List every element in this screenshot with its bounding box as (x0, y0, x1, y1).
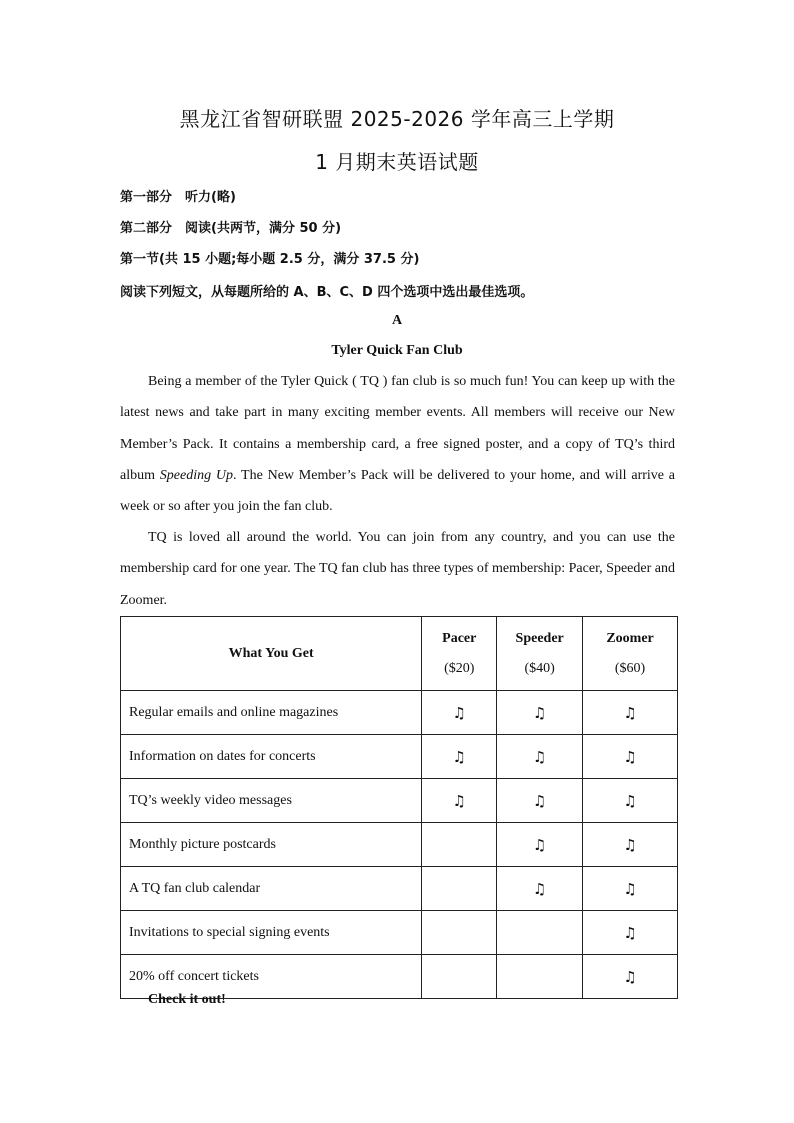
tier-price: ($20) (444, 660, 475, 676)
exam-title-line2: 1 月期末英语试题 (315, 150, 479, 174)
music-note-icon: ♫ (497, 867, 583, 911)
feature-cell: Regular emails and online magazines (121, 691, 422, 735)
membership-table (120, 616, 678, 999)
exam-title-line1: 黑龙江省智研联盟 2025-2026 学年高三上学期 (179, 107, 615, 131)
music-note-icon: ♫ (583, 823, 678, 867)
tier-name: Speeder (515, 630, 564, 646)
paragraph-1-text-a: Being a member of the Tyler Quick ( TQ ) fan club is so much fun! You can keep up with the latest news and take part in many exciting member events. All members will receive our New Member’s Pack. It contains a membership card, a free signed poster, and a copy of TQ’s third album (120, 374, 675, 483)
feature-cell: Monthly picture postcards (121, 823, 422, 867)
tier-price: ($60) (614, 660, 646, 676)
music-note-icon: ♫ (422, 735, 497, 779)
music-note-icon: ♫ (422, 779, 497, 823)
table-row (121, 911, 678, 955)
tier-price: ($40) (524, 660, 555, 676)
music-note-icon: ♫ (422, 691, 497, 735)
empty-cell (497, 955, 583, 999)
music-note-icon: ♫ (497, 779, 583, 823)
header-tier-speeder (497, 617, 583, 691)
header-what-you-get: What You Get (121, 617, 422, 691)
music-note-icon: ♫ (583, 955, 678, 999)
music-note-icon: ♫ (583, 779, 678, 823)
table-row (121, 779, 678, 823)
album-title: Speeding Up (159, 467, 233, 483)
table-header-row (121, 617, 678, 691)
tier-name: Zoomer (606, 630, 654, 646)
empty-cell (422, 867, 497, 911)
table-row (121, 691, 678, 735)
header-tier-pacer (422, 617, 497, 691)
empty-cell (422, 823, 497, 867)
paragraph-1-text-b: . The New Member’s Pack will be delivered to your home, and will arrive a week or so after you join the fan club. (120, 467, 675, 515)
music-note-icon: ♫ (583, 911, 678, 955)
feature-cell: 20% off concert tickets (121, 955, 422, 999)
passage-letter: A (391, 313, 403, 328)
empty-cell (497, 911, 583, 955)
table-row (121, 735, 678, 779)
music-note-icon: ♫ (497, 691, 583, 735)
music-note-icon: ♫ (583, 691, 678, 735)
section1-heading: 第一节(共 15 小题;每小题 2.5 分，满分 37.5 分) (120, 252, 420, 267)
feature-cell: Invitations to special signing events (121, 911, 422, 955)
feature-cell: TQ’s weekly video messages (121, 779, 422, 823)
paragraph-2 (120, 522, 675, 616)
header-tier-zoomer (583, 617, 678, 691)
feature-cell: A TQ fan club calendar (121, 867, 422, 911)
music-note-icon: ♫ (497, 735, 583, 779)
tier-name: Pacer (442, 630, 477, 646)
passage-title: Tyler Quick Fan Club (331, 343, 463, 358)
empty-cell (422, 911, 497, 955)
music-note-icon: ♫ (497, 823, 583, 867)
part1-heading: 第一部分 听力(略) (120, 190, 236, 205)
instruction-line: 阅读下列短文，从每题所给的 A、B、C、D 四个选项中选出最佳选项。 (120, 285, 534, 300)
music-note-icon: ♫ (583, 867, 678, 911)
table-row (121, 823, 678, 867)
paragraph-2-text: TQ is loved all around the world. You can join from any country, and you can use the membership card for one year. The TQ fan club has three types of membership: Pacer, Speeder and Zoomer. (120, 530, 675, 608)
empty-cell (422, 955, 497, 999)
paragraph-1 (120, 366, 675, 522)
feature-cell: Information on dates for concerts (121, 735, 422, 779)
music-note-icon: ♫ (583, 735, 678, 779)
part2-heading: 第二部分 阅读(共两节，满分 50 分) (120, 221, 342, 236)
check-it-out-text: Check it out! (148, 992, 226, 1007)
table-row (121, 867, 678, 911)
